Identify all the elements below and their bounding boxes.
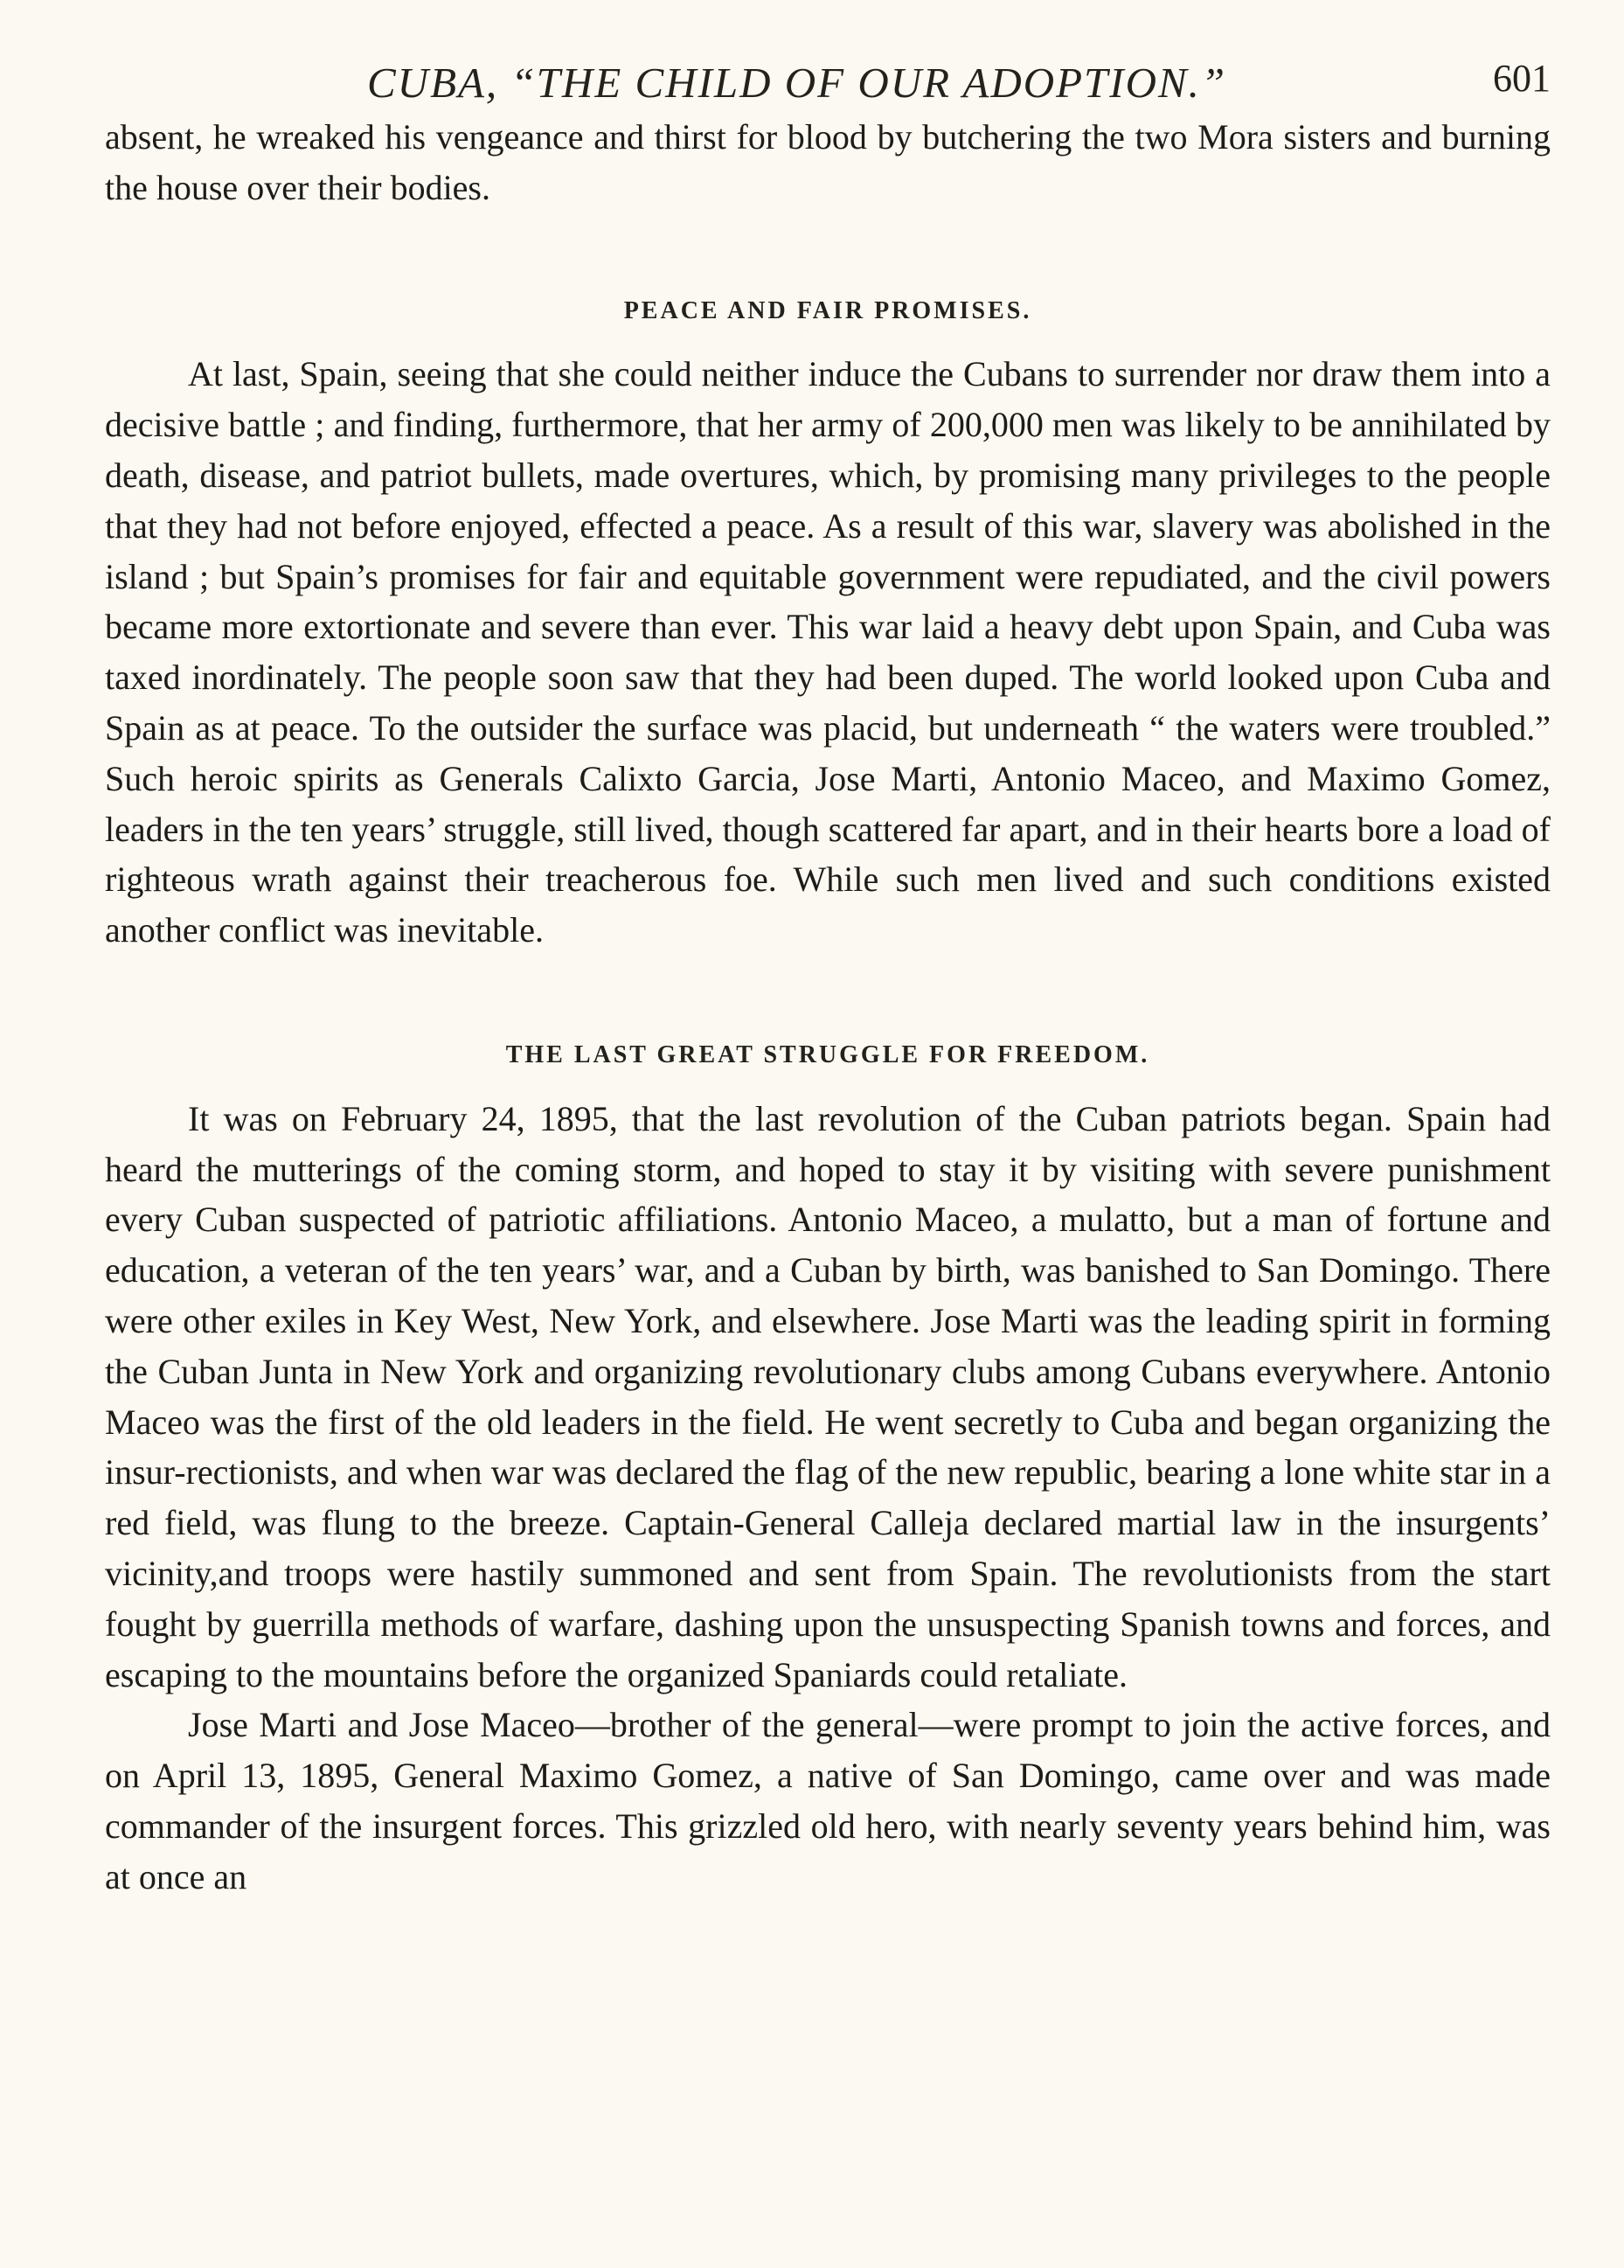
paragraph-marti-maceo: Jose Marti and Jose Maceo—brother of the general—were prompt to join the active forces, and on April 13, 1895, General Maximo Gomez, a native of San Domingo, came over and was made commander of the insurgent forces. This grizzled old hero, with nearly seventy years behind him, was at once an [105, 1705, 1551, 1896]
paragraph-continued: absent, he wreaked his vengeance and thirst for blood by butchering the two Mora sisters and burning the house over their bodies. [105, 117, 1551, 207]
paragraph-peace: At last, Spain, seeing that she could neither induce the Cubans to surrender nor draw them into a decisive battle ; and finding, furthermore, that her army of 200,000 men was likely to be annihilated by death, disease, and patriot bullets, made overtures, which, by promising many privileges to the people that they had not before enjoyed, effected a peace. As a result of this war, slavery was abolished in the island ; but Spain’s promises for fair and equitable government were repudiated, and the civil powers became more extortionate and severe than ever. This war laid a heavy debt upon Spain, and Cuba was taxed inordinately. The people soon saw that they had been duped. The world looked upon Cuba and Spain as at peace. To the outsider the surface was placid, but underneath “ the waters were troubled.” Such heroic spirits as Generals Calixto Garcia, Jose Marti, Antonio Maceo, and Maximo Gomez, leaders in the ten years’ struggle, still lived, though scattered far apart, and in their hearts bore a load of righteous wrath against their treacherous foe. While such men lived and such conditions existed another conflict was inevitable. [105, 354, 1551, 950]
body-text [105, 112, 1551, 1903]
section-heading-last-struggle: THE LAST GREAT STRUGGLE FOR FREEDOM. [505, 1040, 1150, 1068]
running-head [105, 51, 1551, 112]
section-heading-peace: PEACE AND FAIR PROMISES. [623, 296, 1032, 324]
page-number: 601 [1493, 57, 1551, 100]
running-title: CUBA, “THE CHILD OF OUR ADOPTION.” [367, 59, 1227, 107]
paragraph-revolution: It was on February 24, 1895, that the last revolution of the Cuban patriots began. Spain had heard the mutterings of the coming storm, and hoped to stay it by visiting with severe punishment every Cuban suspected of patriotic affiliations. Antonio Maceo, a mulatto, but a man of fortune and education, a veteran of the ten years’ war, and a Cuban by birth, was banished to San Domingo. There were other exiles in Key West, New York, and elsewhere. Jose Marti was the leading spirit in forming the Cuban Junta in New York and organizing revolutionary clubs among Cubans everywhere. Antonio Maceo was the first of the old leaders in the field. He went secretly to Cuba and began organizing the insur-rectionists, and when war was declared the flag of the new republic, bearing a lone white star in a red field, was flung to the breeze. Captain-General Calleja declared martial law in the insurgents’ vicinity,and troops were hastily summoned and sent from Spain. The revolutionists from the start fought by guerrilla methods of warfare, dashing upon the unsuspecting Spanish towns and forces, and escaping to the mountains before the organized Spaniards could retaliate. [105, 1098, 1551, 1694]
